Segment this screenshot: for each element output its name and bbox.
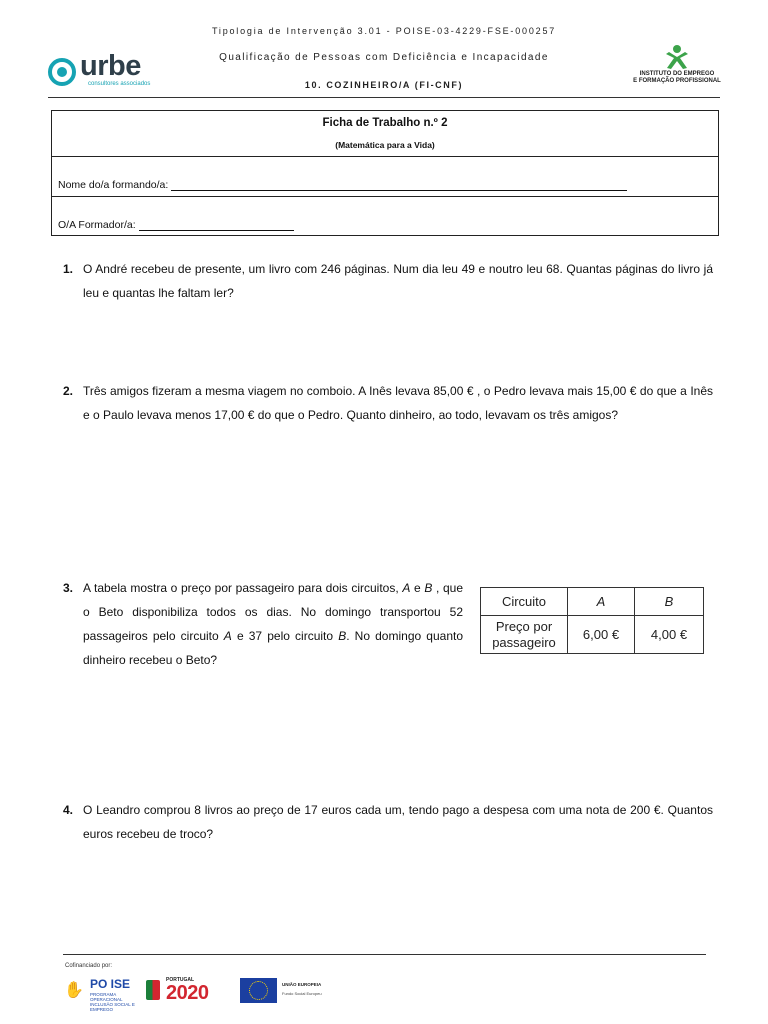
- circuit-a-ref: A: [223, 629, 232, 643]
- student-name-row: [52, 157, 718, 197]
- portugal-2020-year: 2020: [166, 982, 209, 1004]
- eu-union-label: UNIÃO EUROPEIA: [282, 982, 322, 987]
- eu-stars-icon: [249, 981, 268, 1000]
- poise-subtitle: PROGRAMA OPERACIONAL INCLUSÃO SOCIAL E EMPREGO: [90, 992, 135, 1012]
- iefp-emblem-icon: [662, 44, 692, 72]
- question-4: [63, 798, 713, 846]
- iefp-logo: [632, 44, 722, 92]
- portugal-label: PORTUGAL: [166, 977, 195, 983]
- table-header-a: A: [568, 588, 635, 616]
- question-3: [63, 576, 463, 672]
- urbe-tagline: consultores associados: [88, 81, 151, 87]
- question-text: Três amigos fizeram a mesma viagem no comboio. A Inês levava 85,00 € , o Pedro levava mais 15,00 € do que a Inês e o Paulo levava menos 17,00 € do que o Pedro. Quanto dinheiro, ao todo, levavam os três amigos?: [83, 384, 713, 422]
- header-program-code: Tipologia de Intervenção 3.01 - POISE-03-4229-FSE-000257: [211, 26, 557, 36]
- header-course: 10. COZINHEIRO/A (FI-CNF): [304, 80, 464, 90]
- cofinanced-label: Cofinanciado por:: [65, 963, 113, 969]
- iefp-name-line1: INSTITUTO DO EMPREGO: [639, 71, 715, 77]
- table-cell-price-a: 6,00 €: [568, 616, 635, 654]
- question-number: 2.: [63, 384, 74, 398]
- poise-hand-icon: ✋: [64, 982, 84, 999]
- question-text: [83, 576, 463, 672]
- question-text-part: e 37 pelo circuito: [231, 629, 339, 643]
- urbe-ring-icon: [48, 58, 76, 86]
- circuit-a-ref: A: [402, 581, 411, 595]
- question-text: O André recebeu de presente, um livro com 246 páginas. Num dia leu 49 e noutro leu 68. Quantas páginas do livro já leu e quantas lhe faltam ler?: [83, 262, 713, 300]
- eu-logo: [240, 978, 328, 1004]
- question-2: [63, 379, 713, 427]
- trainer-name-field[interactable]: [139, 220, 294, 231]
- student-name-field[interactable]: [171, 180, 627, 191]
- header-divider: [48, 97, 720, 98]
- table-row-label: Preço por passageiro: [481, 616, 568, 654]
- worksheet-subtitle: (Matemática para a Vida): [335, 140, 435, 150]
- worksheet-title: Ficha de Trabalho n.º 2: [322, 117, 448, 129]
- question-number: 1.: [63, 262, 74, 276]
- table-row: [481, 616, 704, 654]
- table-header-b: B: [635, 588, 704, 616]
- table-header-circuit: Circuito: [481, 588, 568, 616]
- question-1: [63, 257, 713, 305]
- eu-flag-icon: [240, 978, 277, 1003]
- trainer-row: [52, 197, 718, 235]
- question-text: O Leandro comprou 8 livros ao preço de 17 euros cada um, tendo pago a despesa com uma nota de 200 €. Quantos euros recebeu de troco?: [83, 803, 713, 841]
- header-qualification: Qualificação de Pessoas com Deficiência e Incapacidade: [219, 52, 549, 63]
- circuit-b-ref: B: [338, 629, 347, 643]
- eu-fund-label: Fundo Social Europeu: [282, 991, 322, 996]
- question-text-part: , que o Beto disponibiliza todos os dias. No domingo transportou 52 passageiros pelo circuito: [83, 581, 463, 643]
- footer-divider: [63, 954, 706, 955]
- urbe-logo: [48, 50, 168, 90]
- trainer-label: O/A Formador/a:: [58, 219, 136, 231]
- portugal-2020-logo: [146, 976, 230, 1004]
- table-row: [481, 588, 704, 616]
- poise-name: PO ISE: [90, 977, 131, 991]
- title-row: [52, 111, 718, 157]
- table-cell-price-b: 4,00 €: [635, 616, 704, 654]
- student-name-label: Nome do/a formando/a:: [58, 179, 169, 191]
- question-text-part: . No domingo quanto dinheiro recebeu o Beto?: [83, 629, 463, 667]
- question-number: 4.: [63, 803, 74, 817]
- circuit-price-table: [480, 587, 704, 654]
- iefp-name-line2: E FORMAÇÃO PROFISSIONAL: [633, 78, 721, 84]
- circuit-b-ref: B: [424, 581, 433, 595]
- urbe-wordmark: urbe: [80, 50, 141, 82]
- worksheet-header-box: [51, 110, 719, 236]
- question-text-part: e: [410, 581, 425, 595]
- question-text-part: A tabela mostra o preço por passageiro para dois circuitos,: [83, 581, 403, 595]
- portugal-flag-icon: [146, 980, 160, 1000]
- poise-logo: [64, 976, 136, 1012]
- question-number: 3.: [63, 581, 74, 595]
